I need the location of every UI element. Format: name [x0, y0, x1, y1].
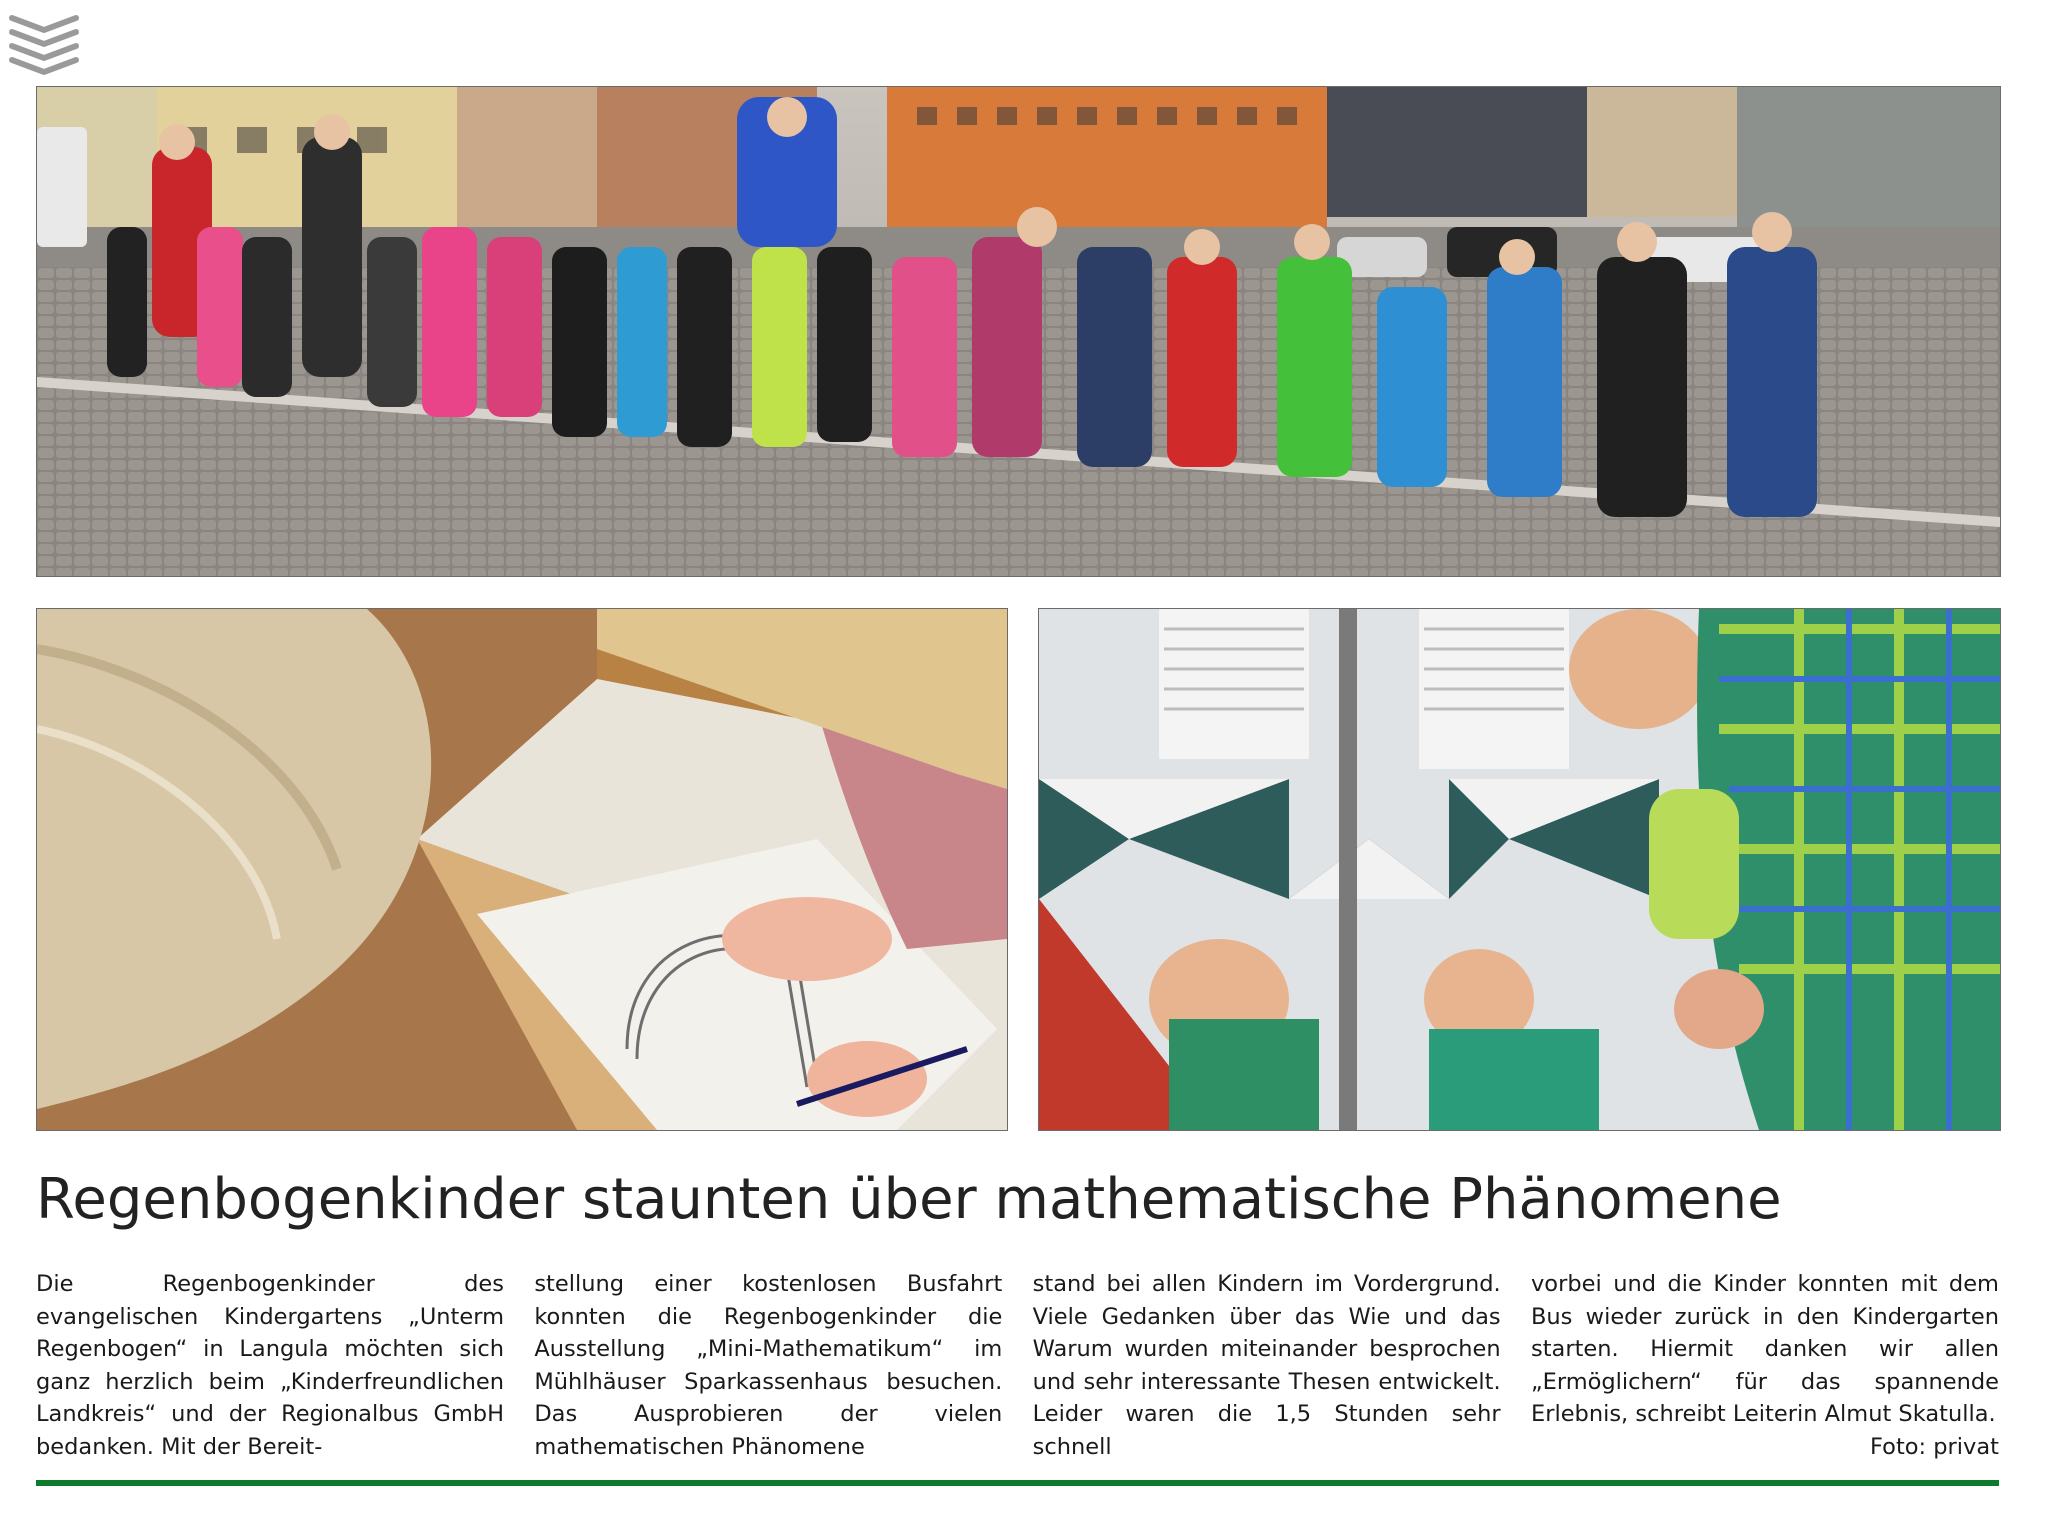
article-column-4-text: vorbei und die Kinder konnten mit dem Bus wieder zurück in den Kindergarten starten. Hiermit danken wir allen „Ermöglichern“ für das spannende Erlebnis, schreibt Leiterin Almut Skatulla. — [1530, 1271, 1999, 1427]
article-column-3: stand bei allen Kindern im Vordergrund. Viele Gedanken über das Wie und das Warum wurden miteinander besprochen und sehr interessante Thesen entwickelt. Leider waren die 1,5 Stunden sehr schnell — [1032, 1271, 1501, 1460]
article-body — [36, 1268, 1999, 1464]
child-drawing-photo — [36, 608, 1008, 1131]
group-photo — [36, 86, 2001, 577]
menu-chevrons-icon — [8, 12, 80, 76]
menu-button[interactable] — [8, 12, 80, 76]
photo-credit: Foto: privat — [1870, 1433, 1999, 1460]
bottom-rule — [36, 1480, 1999, 1486]
article-column-2: stellung einer kostenlosen Busfahrt konnten die Regenbogenkinder die Ausstellung „Mini-Mathematikum“ im Mühlhäuser Sparkassenhaus besuchen. Das Ausprobieren der vielen mathematischen Phänomene — [534, 1271, 1003, 1460]
article-column-4 — [1531, 1268, 1999, 1464]
mirror-kaleidoscope-photo — [1038, 608, 2001, 1131]
article-column-1: Die Regenbogenkinder des evangelischen Kindergartens „Unterm Regenbogen“ in Langula möchten sich ganz herzlich beim „Kinderfreundlichen Landkreis“ und der Regionalbus GmbH bedanken. Mit der Bereit- — [36, 1271, 504, 1460]
article-headline: Regenbogenkinder staunten über mathematische Phänomene — [36, 1167, 1782, 1232]
